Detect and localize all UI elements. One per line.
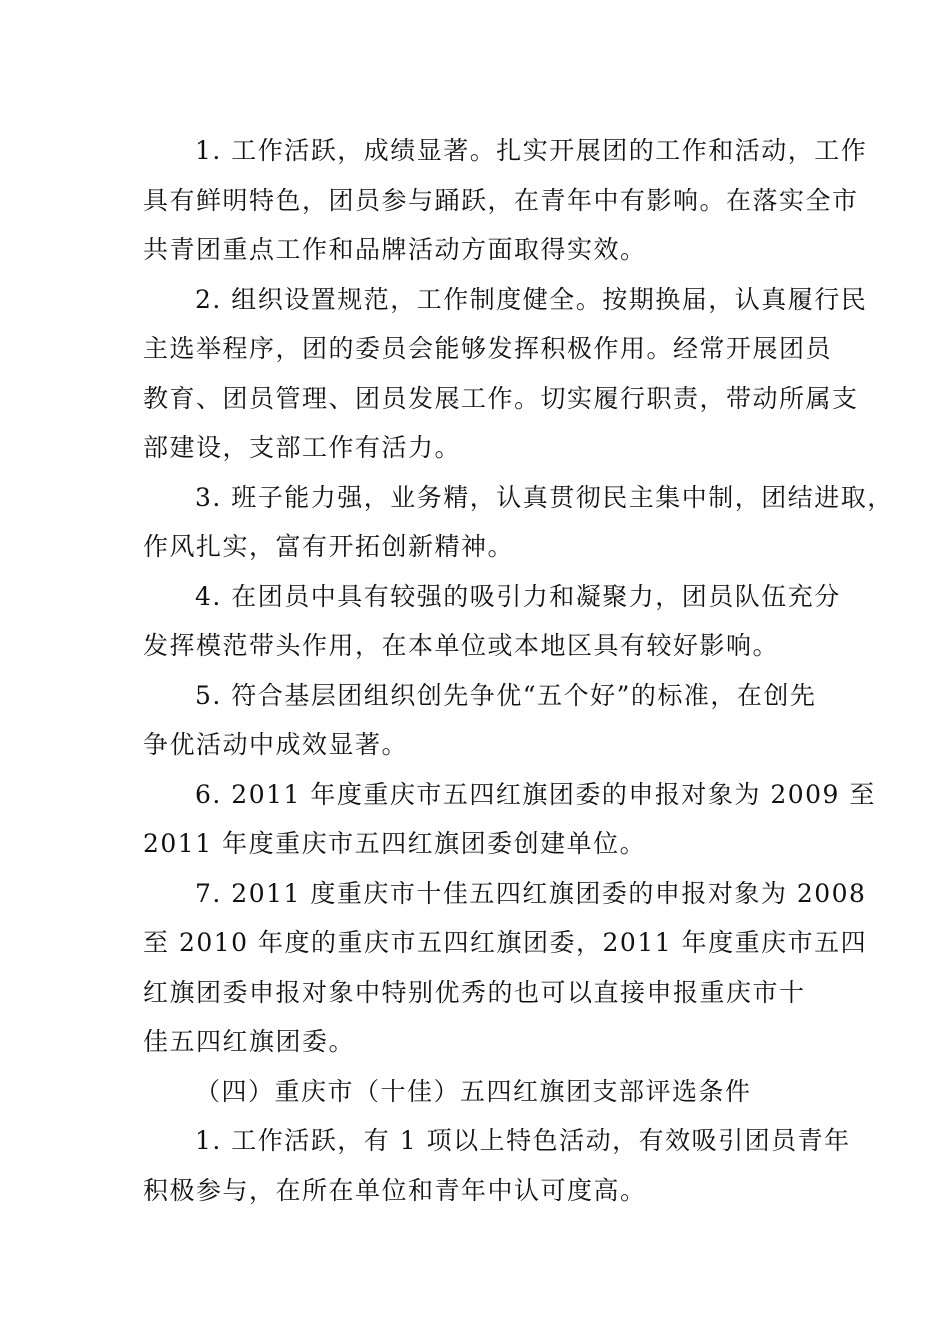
text-line: 2011 年度重庆市五四红旗团委创建单位。 (143, 829, 647, 858)
text-line: 发挥模范带头作用，在本单位或本地区具有较好影响。 (143, 631, 780, 660)
document-body (143, 126, 894, 1215)
text-line: 3. 班子能力强，业务精，认真贯彻民主集中制，团结进取， (195, 482, 894, 512)
text-line: 红旗团委申报对象中特别优秀的也可以直接申报重庆市十 (143, 977, 806, 1007)
text-line: 5. 符合基层团组织创先争优“五个好”的标准，在创先 (195, 680, 817, 710)
text-line: 1. 工作活跃，成绩显著。扎实开展团的工作和活动，工作 (195, 136, 868, 165)
text-line: 4. 在团员中具有较强的吸引力和凝聚力，团员队伍充分 (195, 581, 841, 611)
text-line: （四）重庆市（十佳）五四红旗团支部评选条件 (195, 1076, 752, 1106)
text-line: 教育、团员管理、团员发展工作。切实履行职责，带动所属支 (143, 383, 859, 413)
text-line: 佳五四红旗团委。 (143, 1027, 356, 1056)
text-line: 部建设，支部工作有活力。 (143, 433, 462, 462)
text-line: 1. 工作活跃，有 1 项以上特色活动，有效吸引团员青年 (195, 1126, 851, 1155)
text-line: 至 2010 年度的重庆市五四红旗团委，2011 年度重庆市五四 (143, 928, 868, 957)
text-line: 积极参与，在所在单位和青年中认可度高。 (143, 1175, 647, 1205)
text-line: 7. 2011 度重庆市十佳五四红旗团委的申报对象为 2008 (195, 878, 867, 908)
text-line: 6. 2011 年度重庆市五四红旗团委的申报对象为 2009 至 (195, 779, 876, 809)
text-line: 共青团重点工作和品牌活动方面取得实效。 (143, 235, 647, 264)
text-line: 2. 组织设置规范，工作制度健全。按期换届，认真履行民 (195, 284, 868, 314)
text-line: 具有鲜明特色，团员参与踊跃，在青年中有影响。在落实全市 (143, 185, 859, 215)
text-line: 争优活动中成效显著。 (143, 730, 409, 759)
text-line: 主选举程序，团的委员会能够发挥积极作用。经常开展团员 (143, 334, 833, 363)
text-line: 作风扎实，富有开拓创新精神。 (143, 532, 515, 561)
